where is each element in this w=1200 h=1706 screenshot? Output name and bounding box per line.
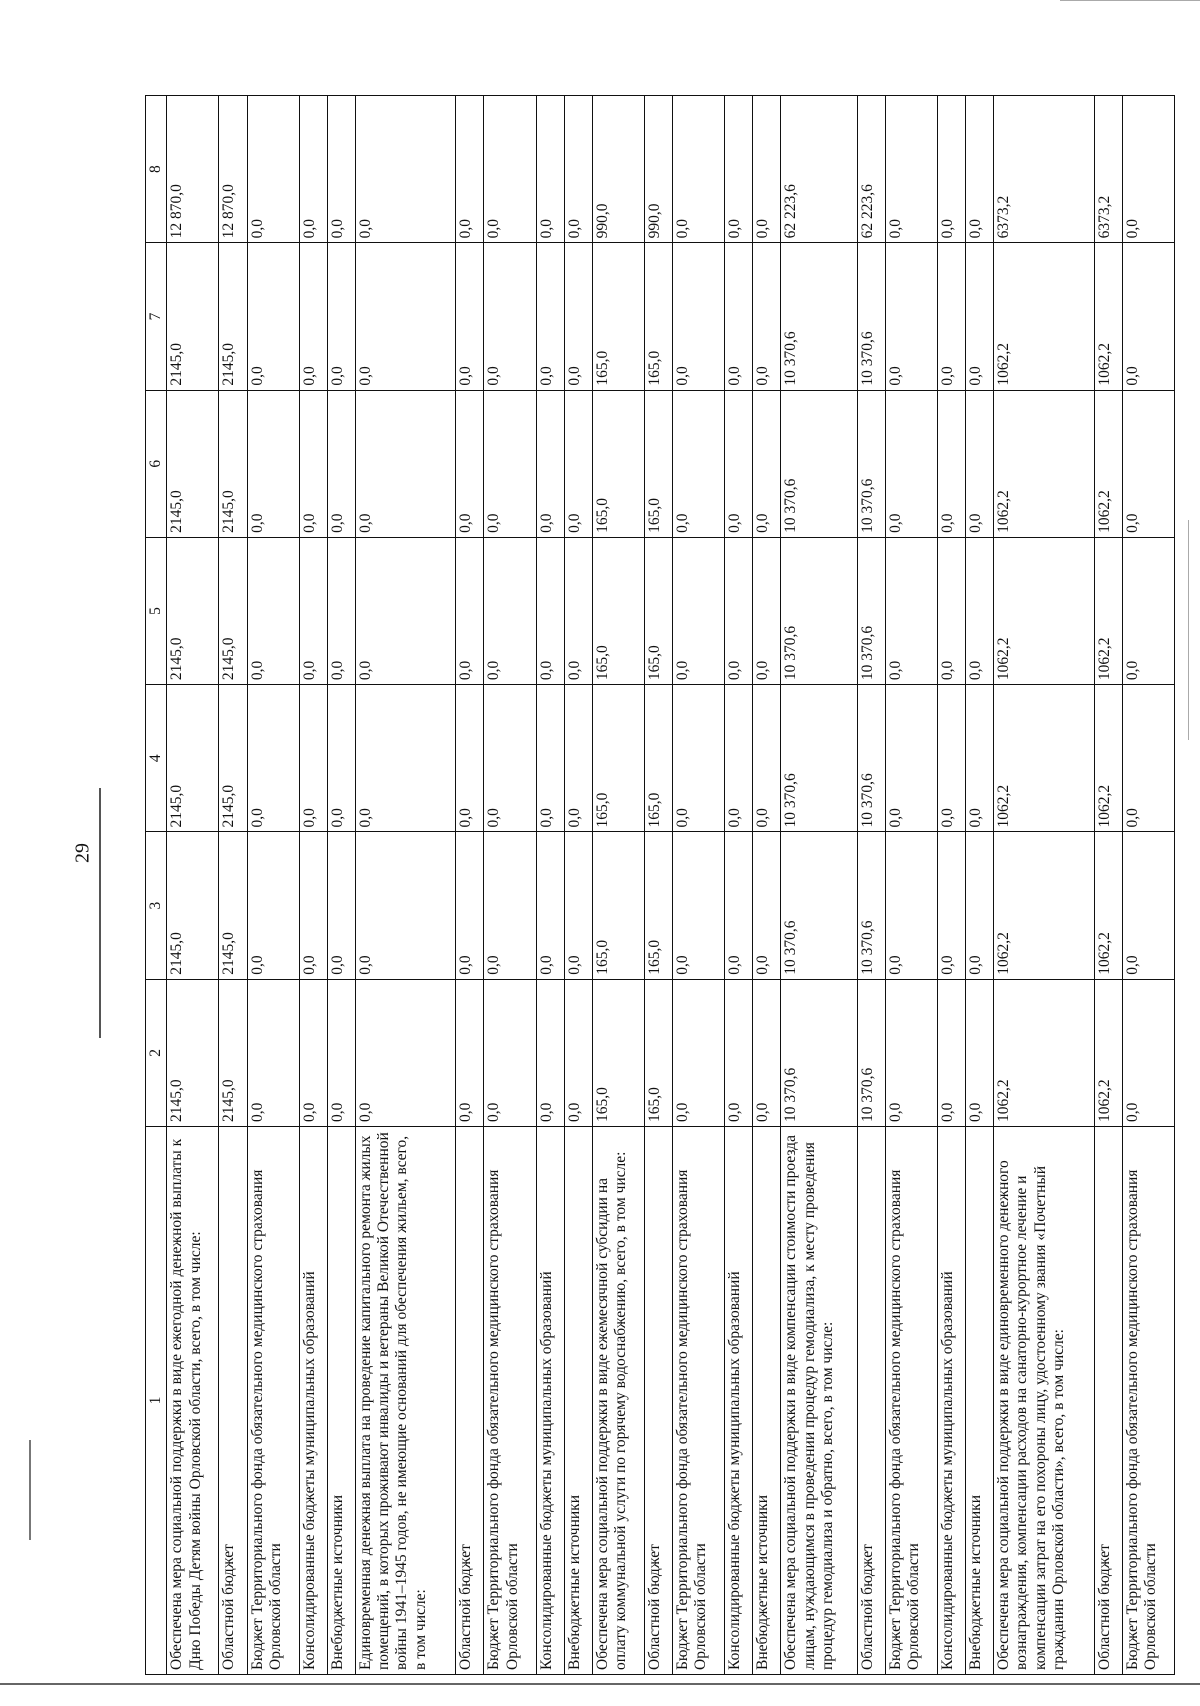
table-row [592,96,644,1675]
value-cell: 0,0 [536,537,564,684]
value-cell: 0,0 [564,537,592,684]
table-row [219,96,247,1675]
value-cell: 0,0 [355,537,455,684]
value-cell: 0,0 [938,979,966,1126]
value-cell: 0,0 [725,685,753,832]
scan-mark [29,1440,31,1540]
value-cell: 0,0 [327,390,355,537]
value-cell: 2145,0 [219,832,247,979]
value-cell: 0,0 [753,537,781,684]
value-cell: 10 370,6 [857,390,885,537]
column-header: 5 [146,537,167,684]
value-cell: 0,0 [966,390,994,537]
value-cell: 2145,0 [167,979,219,1126]
value-cell: 2145,0 [219,685,247,832]
value-cell: 0,0 [673,96,725,243]
column-header: 1 [146,1127,167,1675]
value-cell: 165,0 [645,979,673,1126]
budget-table [145,95,1175,1675]
value-cell: 0,0 [355,243,455,390]
value-cell: 0,0 [938,96,966,243]
value-cell: 0,0 [966,685,994,832]
value-cell: 0,0 [355,390,455,537]
value-cell: 0,0 [753,243,781,390]
value-cell: 10 370,6 [781,243,857,390]
row-label: Областной бюджет [456,1127,484,1675]
value-cell: 0,0 [299,390,327,537]
table-row [167,96,219,1675]
value-cell: 0,0 [753,832,781,979]
value-cell: 0,0 [1122,979,1174,1126]
value-cell: 2145,0 [219,537,247,684]
value-cell: 165,0 [592,832,644,979]
table-row [938,96,966,1675]
value-cell: 10 370,6 [781,390,857,537]
table-row [456,96,484,1675]
value-cell: 1062,2 [994,243,1094,390]
value-cell: 0,0 [673,243,725,390]
row-label: Обеспечена мера социальной поддержки в виде ежемесячной субсидии на оплату коммунальной услуги по горячему водоснабжению, всего, в том числе: [592,1127,644,1675]
table-row [536,96,564,1675]
value-cell: 0,0 [247,832,299,979]
table-row [1122,96,1174,1675]
value-cell: 0,0 [725,96,753,243]
value-cell: 0,0 [299,685,327,832]
value-cell: 1062,2 [1094,979,1122,1126]
value-cell: 0,0 [725,537,753,684]
table-body [167,96,1175,1675]
value-cell: 0,0 [355,979,455,1126]
value-cell: 0,0 [456,685,484,832]
value-cell: 10 370,6 [857,832,885,979]
row-label: Бюджет Территориального фонда обязательного медицинского страхования Орловской области [1122,1127,1174,1675]
value-cell: 0,0 [938,537,966,684]
value-cell: 10 370,6 [857,537,885,684]
value-cell: 0,0 [753,96,781,243]
value-cell: 0,0 [966,96,994,243]
value-cell: 0,0 [564,96,592,243]
row-label: Консолидированные бюджеты муниципальных образований [938,1127,966,1675]
scan-mark [0,1683,1200,1685]
value-cell: 0,0 [753,685,781,832]
value-cell: 12 870,0 [219,96,247,243]
value-cell: 0,0 [484,243,536,390]
value-cell: 0,0 [673,832,725,979]
value-cell: 1062,2 [994,390,1094,537]
value-cell: 0,0 [456,96,484,243]
value-cell: 2145,0 [167,243,219,390]
value-cell: 0,0 [299,243,327,390]
value-cell: 0,0 [299,979,327,1126]
value-cell: 12 870,0 [167,96,219,243]
row-label: Областной бюджет [219,1127,247,1675]
value-cell: 0,0 [299,96,327,243]
value-cell: 0,0 [885,390,937,537]
value-cell: 0,0 [753,979,781,1126]
value-cell: 165,0 [592,685,644,832]
value-cell: 1062,2 [1094,537,1122,684]
value-cell: 0,0 [564,832,592,979]
value-cell: 0,0 [938,390,966,537]
value-cell: 1062,2 [994,685,1094,832]
value-cell: 0,0 [966,979,994,1126]
page-number: 29 [71,843,94,863]
row-label: Внебюджетные источники [753,1127,781,1675]
table-row [781,96,857,1675]
row-label: Консолидированные бюджеты муниципальных образований [299,1127,327,1675]
value-cell: 0,0 [247,96,299,243]
value-cell: 0,0 [536,979,564,1126]
value-cell: 0,0 [725,979,753,1126]
value-cell: 0,0 [456,537,484,684]
value-cell: 0,0 [247,390,299,537]
value-cell: 0,0 [564,685,592,832]
value-cell: 6373,2 [994,96,1094,243]
value-cell: 0,0 [966,832,994,979]
value-cell: 0,0 [247,243,299,390]
value-cell: 2145,0 [167,832,219,979]
value-cell: 0,0 [725,243,753,390]
value-cell: 0,0 [355,832,455,979]
value-cell: 0,0 [327,96,355,243]
value-cell: 0,0 [456,390,484,537]
column-header: 2 [146,979,167,1126]
row-label: Областной бюджет [645,1127,673,1675]
row-label: Внебюджетные источники [966,1127,994,1675]
row-label: Консолидированные бюджеты муниципальных образований [725,1127,753,1675]
row-label: Консолидированные бюджеты муниципальных образований [536,1127,564,1675]
value-cell: 165,0 [645,390,673,537]
value-cell: 0,0 [725,832,753,979]
value-cell: 165,0 [645,832,673,979]
row-label: Обеспечена мера социальной поддержки в виде компенсации стоимости проезда лицам, нуждающимся в проведении процедур гемодиализа, к месту проведения процедур гемодиализа и обратно, всего, в том числе: [781,1127,857,1675]
value-cell: 165,0 [592,537,644,684]
value-cell: 0,0 [484,685,536,832]
value-cell: 0,0 [299,537,327,684]
value-cell: 0,0 [938,243,966,390]
value-cell: 165,0 [592,979,644,1126]
value-cell: 0,0 [327,979,355,1126]
value-cell: 165,0 [592,243,644,390]
value-cell: 0,0 [938,832,966,979]
value-cell: 0,0 [673,685,725,832]
value-cell: 0,0 [247,979,299,1126]
value-cell: 2145,0 [219,243,247,390]
value-cell: 0,0 [327,685,355,832]
table-row [725,96,753,1675]
value-cell: 0,0 [456,832,484,979]
value-cell: 990,0 [592,96,644,243]
value-cell: 10 370,6 [857,243,885,390]
value-cell: 2145,0 [167,537,219,684]
value-cell: 0,0 [536,243,564,390]
value-cell: 6373,2 [1094,96,1122,243]
value-cell: 10 370,6 [781,832,857,979]
table-row [564,96,592,1675]
value-cell: 0,0 [355,685,455,832]
row-label: Обеспечена мера социальной поддержки в виде единовременного денежного вознаграждения, компенсации расходов на санаторно-курортное лечение и компенсации затрат на его похороны лицу, удостоенному звания «Почетный гражданин Орловской области», всего, в том числе: [994,1127,1094,1675]
value-cell: 0,0 [673,390,725,537]
value-cell: 1062,2 [1094,243,1122,390]
row-label: Единовременная денежная выплата на проведение капитального ремонта жилых помещений, в которых проживают инвалиды и ветераны Великой Отечественной войны 1941–1945 годов, не имеющие оснований для обеспечения жильем, всего, в том числе: [355,1127,455,1675]
value-cell: 0,0 [1122,390,1174,537]
value-cell: 0,0 [299,832,327,979]
table-row [247,96,299,1675]
column-header: 6 [146,390,167,537]
value-cell: 2145,0 [219,390,247,537]
scan-mark [99,788,101,1038]
value-cell: 0,0 [1122,685,1174,832]
value-cell: 0,0 [484,96,536,243]
value-cell: 0,0 [885,685,937,832]
value-cell: 0,0 [564,243,592,390]
row-label: Областной бюджет [857,1127,885,1675]
row-label: Областной бюджет [1094,1127,1122,1675]
value-cell: 0,0 [1122,96,1174,243]
value-cell: 0,0 [1122,537,1174,684]
value-cell: 10 370,6 [781,979,857,1126]
value-cell: 0,0 [536,832,564,979]
value-cell: 0,0 [327,537,355,684]
value-cell: 0,0 [456,243,484,390]
table-row [327,96,355,1675]
value-cell: 990,0 [645,96,673,243]
value-cell: 0,0 [885,832,937,979]
table-row [484,96,536,1675]
value-cell: 0,0 [938,685,966,832]
value-cell: 0,0 [725,390,753,537]
value-cell: 0,0 [536,685,564,832]
value-cell: 10 370,6 [781,685,857,832]
row-label: Внебюджетные источники [327,1127,355,1675]
table-row [885,96,937,1675]
value-cell: 0,0 [966,537,994,684]
value-cell: 10 370,6 [857,685,885,832]
row-label: Бюджет Территориального фонда обязательного медицинского страхования Орловской области [885,1127,937,1675]
row-label: Внебюджетные источники [564,1127,592,1675]
value-cell: 1062,2 [1094,685,1122,832]
value-cell: 0,0 [885,96,937,243]
value-cell: 1062,2 [994,979,1094,1126]
value-cell: 0,0 [456,979,484,1126]
row-label: Бюджет Территориального фонда обязательного медицинского страхования Орловской области [247,1127,299,1675]
column-header: 4 [146,685,167,832]
value-cell: 1062,2 [1094,390,1122,537]
value-cell: 2145,0 [167,390,219,537]
value-cell: 0,0 [536,390,564,537]
value-cell: 2145,0 [219,979,247,1126]
table-row [1094,96,1122,1675]
value-cell: 0,0 [564,979,592,1126]
column-header: 7 [146,243,167,390]
column-header: 8 [146,96,167,243]
row-label: Обеспечена мера социальной поддержки в виде ежегодной денежной выплаты к Дню Победы Детям войны Орловской области, всего, в том числе: [167,1127,219,1675]
value-cell: 1062,2 [994,537,1094,684]
rotated-page [145,95,1175,1675]
table-row [355,96,455,1675]
row-label: Бюджет Территориального фонда обязательного медицинского страхования Орловской области [673,1127,725,1675]
table-row [753,96,781,1675]
value-cell: 0,0 [484,979,536,1126]
value-cell: 0,0 [484,832,536,979]
value-cell: 0,0 [564,390,592,537]
value-cell: 0,0 [885,979,937,1126]
value-cell: 1062,2 [994,832,1094,979]
value-cell: 1062,2 [1094,832,1122,979]
value-cell: 0,0 [247,685,299,832]
table-row [299,96,327,1675]
value-cell: 62 223,6 [857,96,885,243]
value-cell: 0,0 [885,243,937,390]
value-cell: 0,0 [1122,832,1174,979]
value-cell: 62 223,6 [781,96,857,243]
table-row [645,96,673,1675]
scan-mark [1188,520,1189,740]
value-cell: 10 370,6 [857,979,885,1126]
table-row [857,96,885,1675]
value-cell: 0,0 [966,243,994,390]
table-row [673,96,725,1675]
header-row [146,96,167,1675]
value-cell: 0,0 [355,96,455,243]
value-cell: 165,0 [645,537,673,684]
value-cell: 0,0 [247,537,299,684]
column-header: 3 [146,832,167,979]
row-label: Бюджет Территориального фонда обязательного медицинского страхования Орловской области [484,1127,536,1675]
table-row [994,96,1094,1675]
value-cell: 0,0 [753,390,781,537]
value-cell: 165,0 [645,685,673,832]
value-cell: 165,0 [645,243,673,390]
value-cell: 0,0 [327,832,355,979]
table-row [966,96,994,1675]
value-cell: 165,0 [592,390,644,537]
value-cell: 0,0 [1122,243,1174,390]
value-cell: 0,0 [673,537,725,684]
value-cell: 10 370,6 [781,537,857,684]
value-cell: 2145,0 [167,685,219,832]
value-cell: 0,0 [327,243,355,390]
value-cell: 0,0 [536,96,564,243]
value-cell: 0,0 [484,537,536,684]
value-cell: 0,0 [484,390,536,537]
value-cell: 0,0 [673,979,725,1126]
value-cell: 0,0 [885,537,937,684]
scan-mark [1060,0,1200,1]
